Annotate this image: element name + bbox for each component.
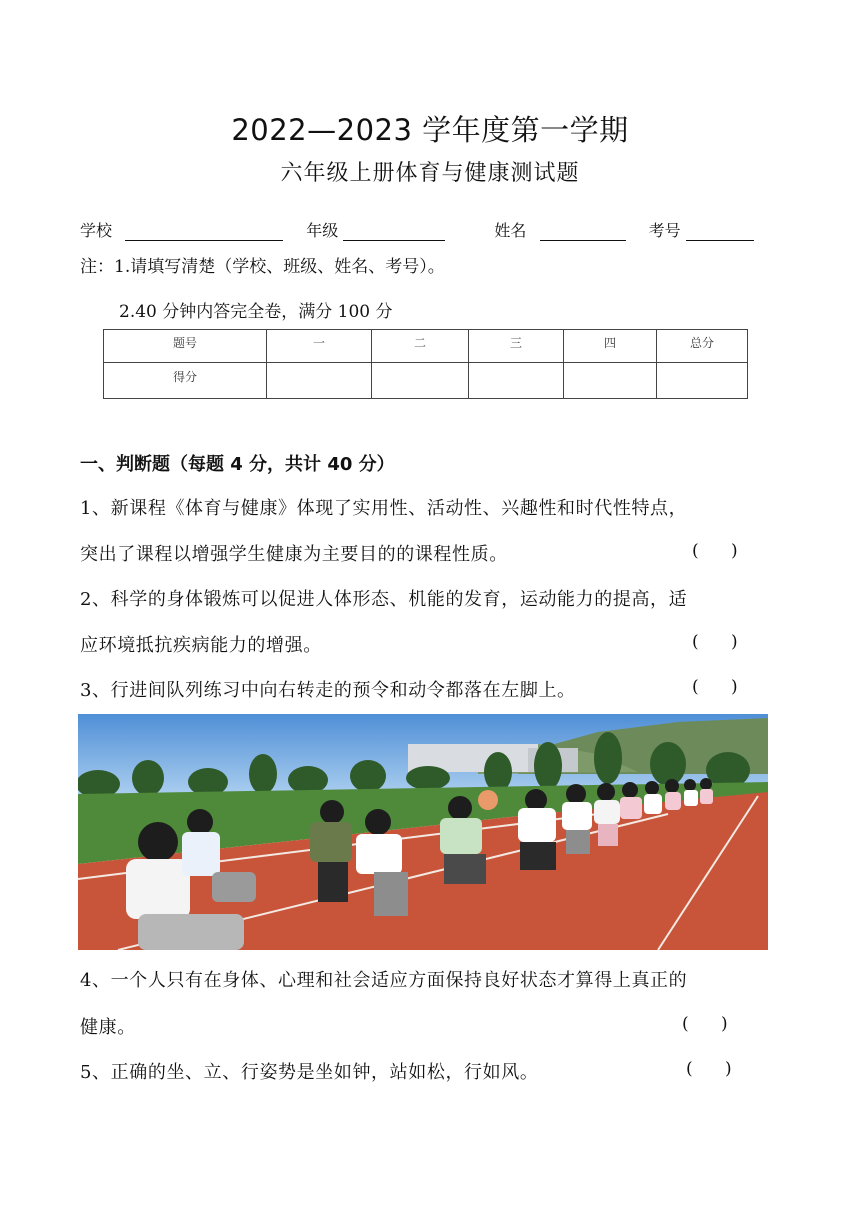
question-1-line-1: 1、新课程《体育与健康》体现了实用性、活动性、兴趣性和时代性特点， bbox=[80, 498, 688, 519]
question-4-line-1: 4、一个人只有在身体、心理和社会适应方面保持良好状态才算得上真正的 bbox=[80, 970, 688, 991]
student-info-line bbox=[80, 218, 754, 241]
note-1: 注：1.请填写清楚（学校、班级、姓名、考号）。 bbox=[80, 257, 445, 277]
question-5: 5、正确的坐、立、行姿势是坐如钟，站如松，行如风。 bbox=[80, 1062, 539, 1083]
score-cell[interactable] bbox=[372, 363, 469, 399]
score-header-cell: 三 bbox=[469, 330, 564, 363]
note-2: 2.40 分钟内答完全卷，满分 100 分 bbox=[119, 302, 393, 322]
score-header-cell: 二 bbox=[372, 330, 469, 363]
score-cell[interactable] bbox=[657, 363, 748, 399]
exam-no-label: 考号 bbox=[648, 221, 681, 240]
question-2-line-2: 应环境抵抗疾病能力的增强。 bbox=[80, 635, 322, 656]
exam-subtitle: 六年级上册体育与健康测试题 bbox=[280, 161, 580, 186]
score-row-label: 得分 bbox=[104, 363, 267, 399]
score-cell[interactable] bbox=[267, 363, 372, 399]
score-table-score-row bbox=[104, 363, 748, 399]
score-cell[interactable] bbox=[469, 363, 564, 399]
question-4-line-2: 健康。 bbox=[80, 1017, 136, 1038]
score-header-cell: 四 bbox=[564, 330, 657, 363]
school-label: 学校 bbox=[80, 221, 113, 240]
score-header-cell: 总分 bbox=[657, 330, 748, 363]
score-header-cell: 一 bbox=[267, 330, 372, 363]
score-table-header-row bbox=[104, 330, 748, 363]
answer-paren[interactable]: ( ) bbox=[692, 541, 738, 561]
score-cell[interactable] bbox=[564, 363, 657, 399]
school-field[interactable] bbox=[125, 224, 283, 241]
grade-field[interactable] bbox=[343, 224, 445, 241]
question-2-line-1: 2、科学的身体锻炼可以促进人体形态、机能的发育，运动能力的提高，适 bbox=[80, 589, 688, 610]
answer-paren[interactable]: ( ) bbox=[692, 632, 738, 652]
answer-paren[interactable]: ( ) bbox=[692, 677, 738, 697]
grade-label: 年级 bbox=[306, 221, 339, 240]
question-3: 3、行进间队列练习中向右转走的预令和动令都落在左脚上。 bbox=[80, 680, 576, 701]
exam-no-field[interactable] bbox=[686, 224, 754, 241]
name-field[interactable] bbox=[540, 224, 626, 241]
question-1-line-2: 突出了课程以增强学生健康为主要目的的课程性质。 bbox=[80, 544, 508, 565]
exam-title: 2022—2023 学年度第一学期 bbox=[231, 113, 629, 147]
score-header-cell: 题号 bbox=[104, 330, 267, 363]
answer-paren[interactable]: ( ) bbox=[682, 1014, 728, 1034]
score-table bbox=[103, 329, 748, 399]
answer-paren[interactable]: ( ) bbox=[686, 1059, 732, 1079]
name-label: 姓名 bbox=[494, 221, 527, 240]
section-heading: 一、判断题（每题 4 分，共计 40 分） bbox=[80, 454, 395, 475]
students-marching-photo bbox=[78, 714, 768, 950]
